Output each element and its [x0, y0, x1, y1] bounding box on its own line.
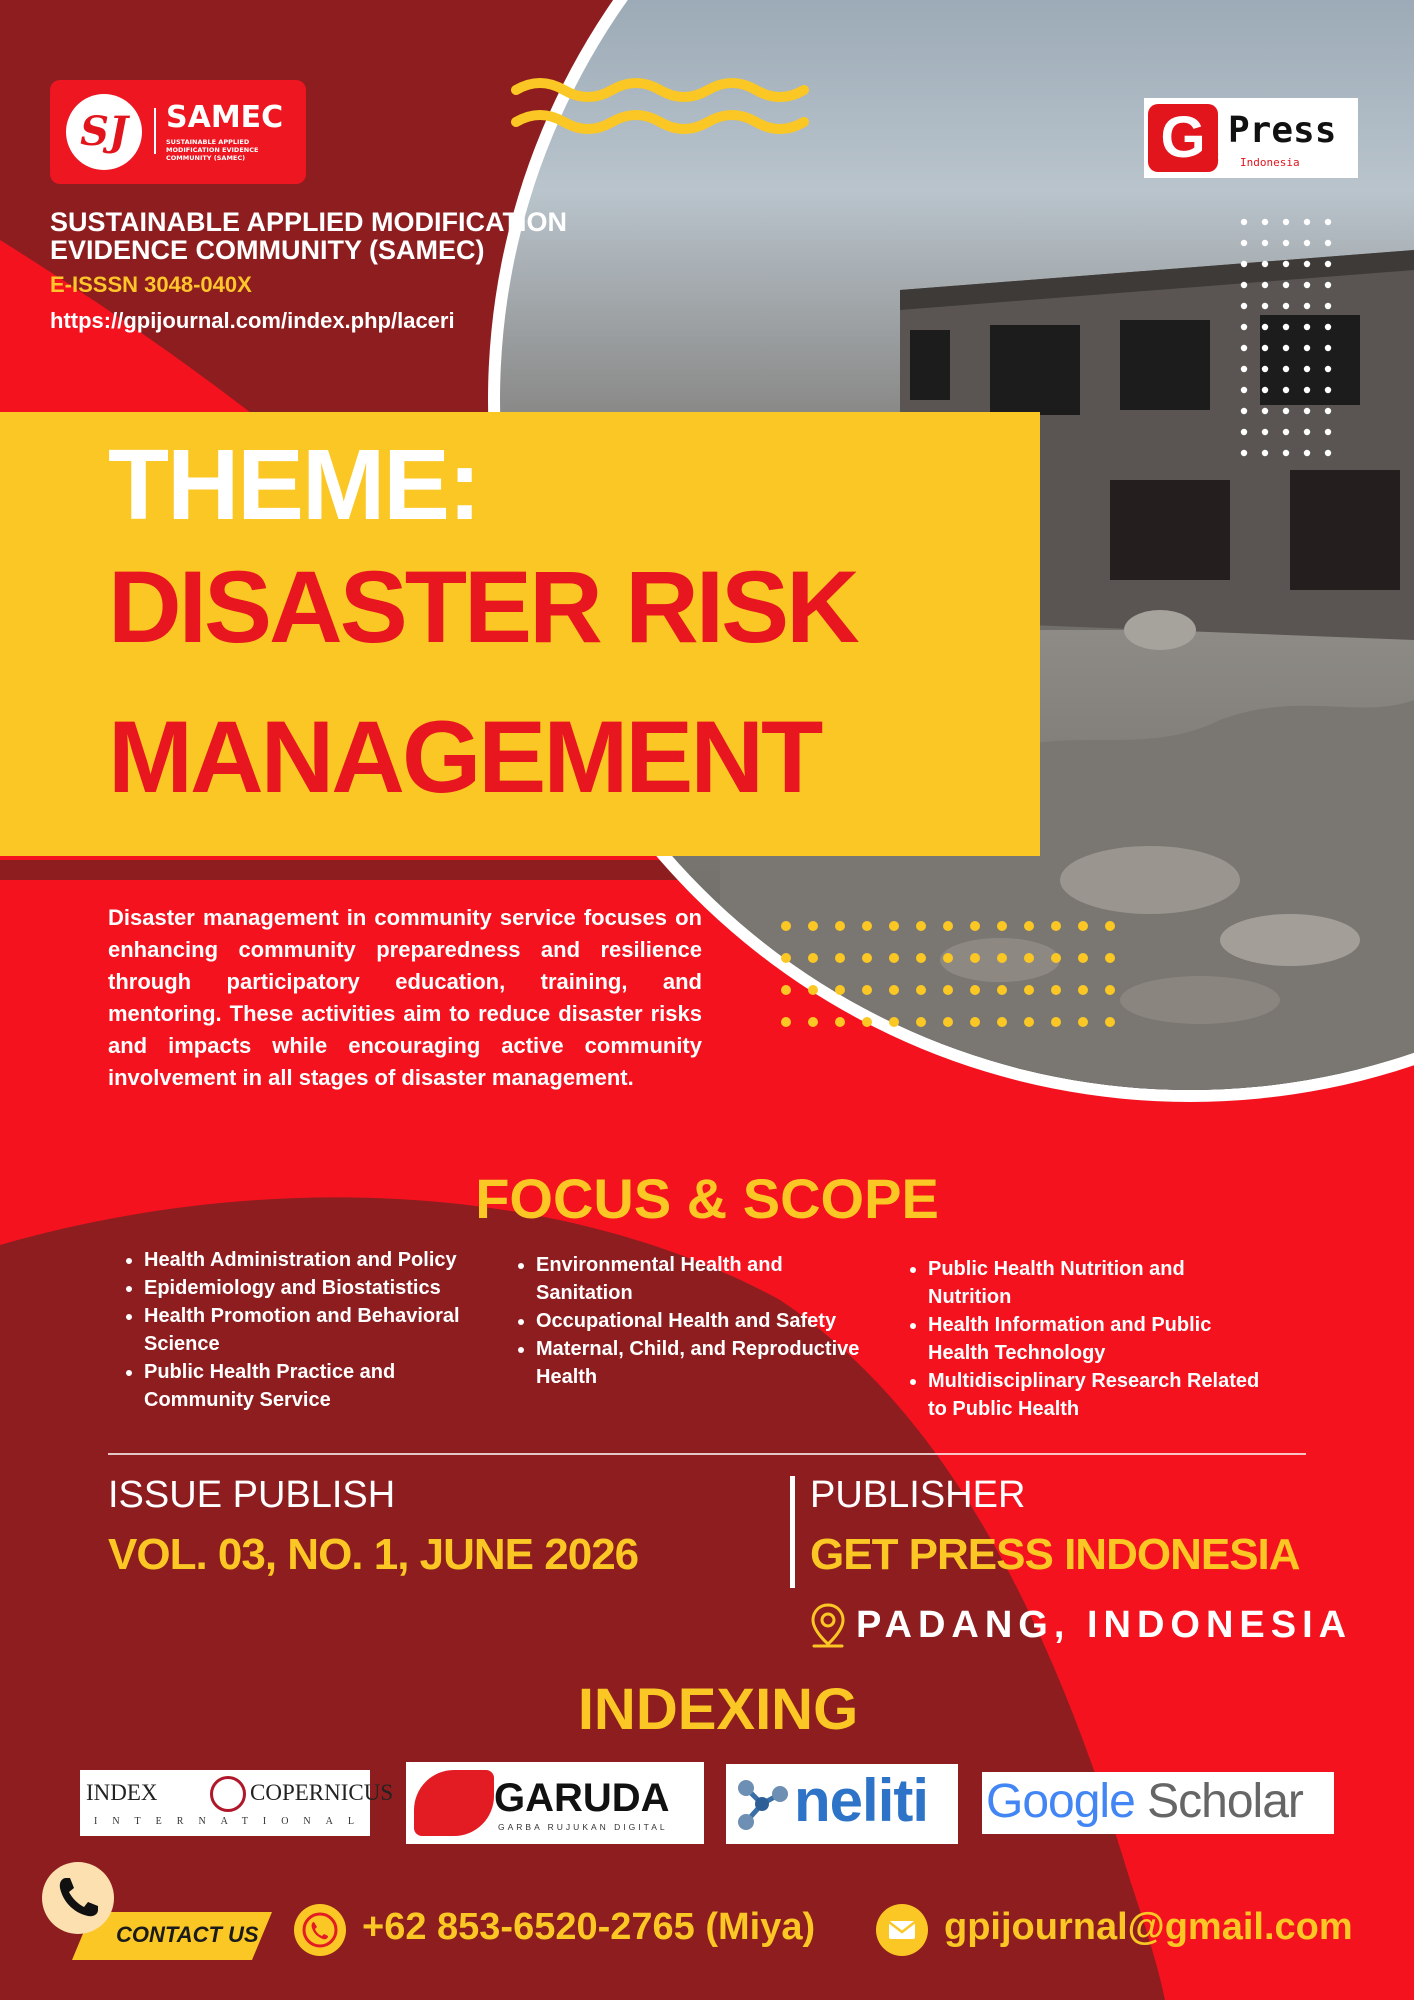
- white-dot: [1241, 450, 1247, 456]
- getpress-logo-letter: G: [1148, 104, 1218, 172]
- yellow-dot: [997, 1017, 1007, 1027]
- getpress-logo-country: Indonesia: [1240, 156, 1300, 169]
- garuda-mark-icon: [414, 1770, 494, 1836]
- yellow-dot: [970, 985, 980, 995]
- yellow-dot: [781, 1017, 791, 1027]
- neliti-name: neliti: [794, 1767, 929, 1834]
- issue-publish-label: ISSUE PUBLISH: [108, 1474, 396, 1516]
- yellow-dot: [862, 985, 872, 995]
- theme-title-line-2: MANAGEMENT: [108, 700, 821, 814]
- yellow-dot: [997, 953, 1007, 963]
- white-dot: [1304, 345, 1310, 351]
- focus-item: • Health Promotion and Behavioral Science: [144, 1302, 484, 1358]
- white-dot: [1283, 408, 1289, 414]
- publisher-divider-bar: [790, 1476, 795, 1588]
- white-dot: [1241, 366, 1247, 372]
- white-dot: [1304, 450, 1310, 456]
- copernicus-sub-text: INTERNATIONAL: [94, 1816, 369, 1827]
- copernicus-left-text: INDEX: [86, 1780, 158, 1805]
- yellow-dot: [943, 921, 953, 931]
- white-dot: [1304, 261, 1310, 267]
- issue-publish-value: VOL. 03, NO. 1, JUNE 2026: [108, 1530, 639, 1579]
- garuda-subtitle: GARBA RUJUKAN DIGITAL: [498, 1822, 668, 1832]
- theme-label: THEME:: [108, 429, 480, 541]
- theme-title-line-1: DISASTER RISK: [108, 550, 857, 664]
- white-dot: [1283, 366, 1289, 372]
- white-dot: [1241, 240, 1247, 246]
- yellow-dot: [862, 921, 872, 931]
- index-copernicus-logo[interactable]: [80, 1770, 394, 1836]
- yellow-dot: [835, 953, 845, 963]
- white-dot: [1325, 282, 1331, 288]
- white-dot: [1262, 282, 1268, 288]
- focus-item: • Multidisciplinary Research Related to Public Health: [928, 1367, 1268, 1423]
- white-dot: [1325, 345, 1331, 351]
- white-dot: [1304, 324, 1310, 330]
- focus-item: • Public Health Practice and Community Service: [144, 1358, 484, 1414]
- yellow-dot: [1051, 985, 1061, 995]
- white-dot: [1241, 387, 1247, 393]
- location-pin-icon: [808, 1602, 848, 1650]
- samec-monogram: SJ: [66, 94, 142, 170]
- samec-logo-name: SAMEC: [166, 100, 284, 135]
- getpress-logo-word: Press: [1228, 110, 1337, 151]
- issn-number: E-ISSSN 3048-040X: [50, 272, 252, 297]
- white-dot: [1241, 303, 1247, 309]
- white-dot: [1283, 303, 1289, 309]
- white-dot: [1304, 240, 1310, 246]
- white-dot: [1241, 219, 1247, 225]
- focus-item: • Health Administration and Policy: [144, 1246, 484, 1274]
- yellow-dot: [1105, 985, 1115, 995]
- yellow-dot: [916, 985, 926, 995]
- focus-item: • Health Information and Public Health Technology: [928, 1311, 1268, 1367]
- white-dot: [1262, 429, 1268, 435]
- white-dot: [1283, 387, 1289, 393]
- scholar-word: Scholar: [1147, 1775, 1303, 1828]
- yellow-dot: [781, 953, 791, 963]
- google-scholar-text: [986, 1774, 1303, 1829]
- white-dot: [1283, 324, 1289, 330]
- garuda-name: GARUDA: [494, 1776, 670, 1820]
- yellow-dot: [970, 1017, 980, 1027]
- white-dot: [1283, 429, 1289, 435]
- white-dot: [1304, 282, 1310, 288]
- yellow-dot: [1024, 953, 1034, 963]
- yellow-dot: [835, 921, 845, 931]
- contact-phone[interactable]: +62 853-6520-2765 (Miya): [362, 1906, 816, 1948]
- white-dot: [1262, 240, 1268, 246]
- publisher-name: GET PRESS INDONESIA: [810, 1530, 1300, 1579]
- publisher-location: PADANG, INDONESIA: [856, 1604, 1353, 1646]
- yellow-dot: [1024, 921, 1034, 931]
- white-dot: [1262, 219, 1268, 225]
- theme-description: Disaster management in community service focuses on enhancing community preparedness and resilience through participatory education, training, and mentoring. These activities aim to reduce disaster risks and impacts while encouraging active community involvement in all stages of disaster management.: [108, 905, 702, 1090]
- white-dot: [1325, 366, 1331, 372]
- white-dot: [1325, 303, 1331, 309]
- yellow-dot: [889, 1017, 899, 1027]
- white-dot: [1325, 219, 1331, 225]
- email-icon: [876, 1904, 928, 1956]
- white-dot: [1304, 429, 1310, 435]
- focus-item: • Maternal, Child, and Reproductive Health: [536, 1335, 876, 1391]
- white-dot: [1325, 387, 1331, 393]
- white-dot: [1283, 282, 1289, 288]
- white-dot: [1262, 303, 1268, 309]
- contact-us-label[interactable]: CONTACT US: [116, 1922, 259, 1947]
- white-dot: [1262, 387, 1268, 393]
- yellow-dot: [808, 921, 818, 931]
- white-dot: [1241, 429, 1247, 435]
- yellow-dot: [916, 953, 926, 963]
- yellow-dot: [997, 985, 1007, 995]
- white-dot: [1283, 261, 1289, 267]
- neliti-logo[interactable]: [726, 1764, 958, 1844]
- globe-icon: [210, 1776, 246, 1812]
- getpress-logo: [1144, 98, 1358, 178]
- google-word: Google: [986, 1775, 1135, 1828]
- yellow-dot: [1078, 953, 1088, 963]
- focus-item: • Environmental Health and Sanitation: [536, 1251, 876, 1307]
- white-dot: [1325, 408, 1331, 414]
- white-dot: [1241, 261, 1247, 267]
- yellow-dot: [943, 953, 953, 963]
- white-dot: [1262, 450, 1268, 456]
- white-dot: [1241, 324, 1247, 330]
- focus-column-2: [500, 1251, 876, 1391]
- contact-email[interactable]: gpijournal@gmail.com: [944, 1906, 1353, 1948]
- yellow-dot: [1024, 985, 1034, 995]
- white-dot: [1262, 408, 1268, 414]
- yellow-dot: [1078, 985, 1088, 995]
- white-dot: [1283, 240, 1289, 246]
- google-scholar-logo[interactable]: [982, 1772, 1334, 1834]
- white-dot: [1325, 429, 1331, 435]
- white-dot: [1283, 219, 1289, 225]
- publisher-label: PUBLISHER: [810, 1474, 1026, 1516]
- phone-icon: [42, 1862, 114, 1934]
- focus-item: • Public Health Nutrition and Nutrition: [928, 1255, 1268, 1311]
- garuda-logo[interactable]: [406, 1762, 704, 1844]
- yellow-dot: [808, 985, 818, 995]
- white-dot: [1325, 261, 1331, 267]
- yellow-dot: [970, 921, 980, 931]
- indexing-title: INDEXING: [577, 1677, 859, 1742]
- yellow-dot: [1105, 953, 1115, 963]
- white-dot: [1262, 366, 1268, 372]
- white-dot: [1283, 345, 1289, 351]
- section-divider: [108, 1453, 1306, 1455]
- whatsapp-icon: [294, 1904, 346, 1956]
- yellow-dot: [997, 921, 1007, 931]
- focus-item: • Occupational Health and Safety: [536, 1307, 876, 1335]
- yellow-dot: [943, 1017, 953, 1027]
- white-dot: [1304, 219, 1310, 225]
- copernicus-right-text: COPERNICUS: [250, 1780, 394, 1805]
- organization-title: SUSTAINABLE APPLIED MODIFICATION EVIDENCE COMMUNITY (SAMEC): [50, 207, 567, 265]
- white-dot: [1262, 345, 1268, 351]
- yellow-dot: [1105, 1017, 1115, 1027]
- yellow-dot: [889, 953, 899, 963]
- white-dot: [1325, 450, 1331, 456]
- yellow-dot: [862, 1017, 872, 1027]
- yellow-dot: [1078, 921, 1088, 931]
- focus-scope-title: FOCUS & SCOPE: [475, 1167, 939, 1230]
- yellow-dot: [1024, 1017, 1034, 1027]
- white-dot: [1304, 387, 1310, 393]
- yellow-dot: [781, 921, 791, 931]
- white-dot: [1241, 282, 1247, 288]
- yellow-dot: [916, 1017, 926, 1027]
- focus-column-1: [108, 1246, 484, 1414]
- yellow-dot: [808, 1017, 818, 1027]
- yellow-dot: [1051, 921, 1061, 931]
- journal-url[interactable]: https://gpijournal.com/index.php/laceri: [50, 308, 455, 333]
- white-dot: [1304, 366, 1310, 372]
- yellow-dot: [1051, 1017, 1061, 1027]
- white-dot: [1283, 450, 1289, 456]
- yellow-dot: [916, 921, 926, 931]
- yellow-dot: [781, 985, 791, 995]
- white-dot: [1241, 345, 1247, 351]
- white-dot: [1325, 324, 1331, 330]
- white-dot: [1262, 324, 1268, 330]
- yellow-dot: [889, 985, 899, 995]
- yellow-dot: [808, 953, 818, 963]
- yellow-dot: [835, 985, 845, 995]
- neliti-molecule-icon: [734, 1776, 790, 1832]
- yellow-dot: [889, 921, 899, 931]
- yellow-dot: [835, 1017, 845, 1027]
- focus-item: • Epidemiology and Biostatistics: [144, 1274, 484, 1302]
- getpress-logo-small: et: [1206, 148, 1219, 164]
- yellow-dot: [943, 985, 953, 995]
- white-dot: [1304, 408, 1310, 414]
- yellow-dot: [1105, 921, 1115, 931]
- focus-column-3: [892, 1255, 1268, 1423]
- white-dot: [1304, 303, 1310, 309]
- yellow-dot: [1051, 953, 1061, 963]
- samec-logo: [50, 80, 306, 184]
- white-dot: [1262, 261, 1268, 267]
- yellow-dot: [1078, 1017, 1088, 1027]
- yellow-dot: [862, 953, 872, 963]
- white-dot: [1241, 408, 1247, 414]
- white-dot: [1325, 240, 1331, 246]
- yellow-dot: [970, 953, 980, 963]
- samec-logo-subtitle: SUSTAINABLE APPLIED MODIFICATION EVIDENCE COMMUNITY (SAMEC): [166, 138, 259, 162]
